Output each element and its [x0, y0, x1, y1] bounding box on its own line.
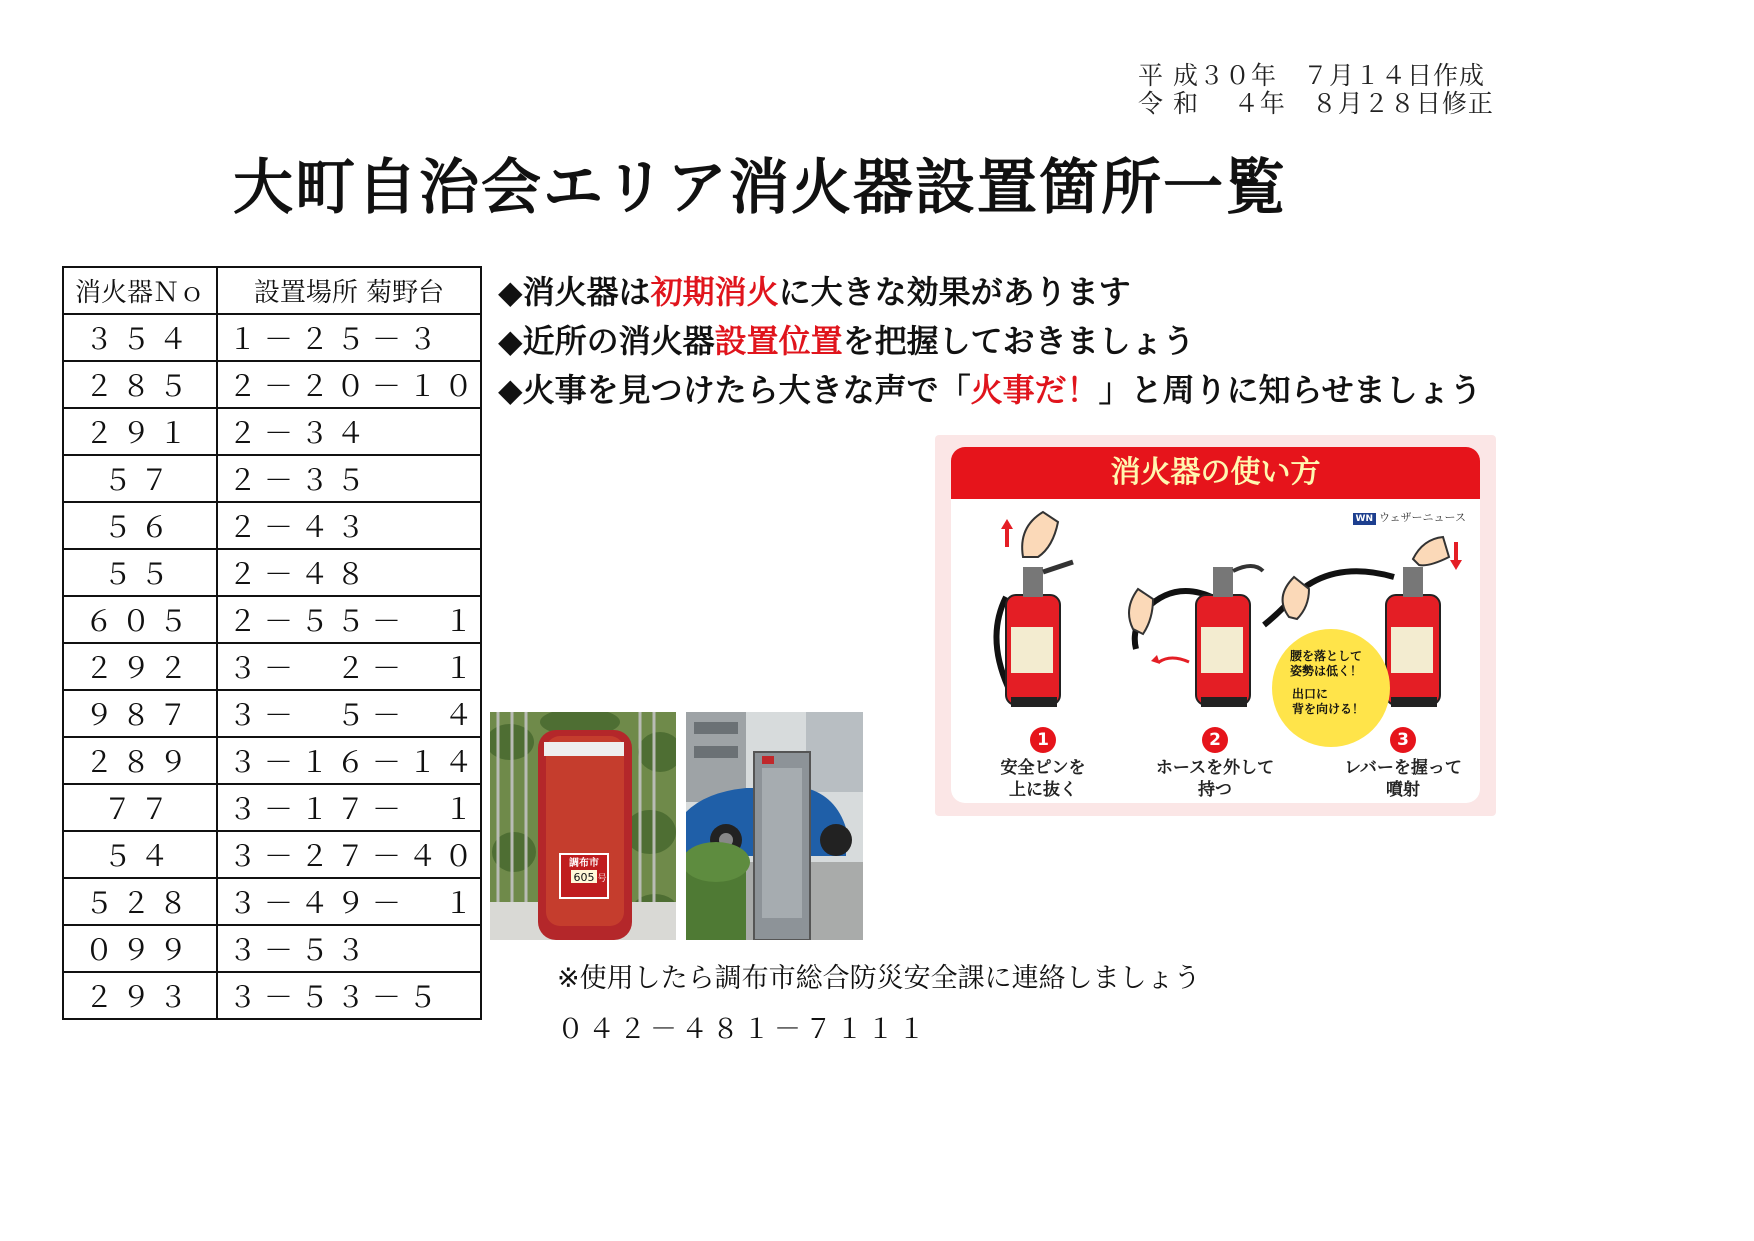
created-date: 平 成３０年 ７月１４日作成 — [1138, 61, 1485, 90]
extinguisher-number: ２８９ — [63, 737, 217, 784]
emphasis-text: 初期消火 — [650, 273, 779, 311]
emphasis-text: 火事だ！ — [970, 371, 1099, 409]
safety-point: ◆火事を見つけたら大きな声で「火事だ！」と周りに知らせましょう — [498, 371, 1482, 409]
extinguisher-number: ５６ — [63, 502, 217, 549]
step-2 — [1135, 727, 1295, 801]
table-row — [63, 549, 481, 596]
extinguisher-number: ６０５ — [63, 596, 217, 643]
installation-location: ３－１７－ １ — [217, 784, 481, 831]
installation-location: １－２５－３ — [217, 314, 481, 361]
table-row — [63, 972, 481, 1019]
box-label-unit: 号 — [597, 874, 607, 884]
extinguisher-howto-illustration — [935, 435, 1496, 816]
table-body — [63, 314, 481, 1019]
step-3 — [1323, 727, 1480, 801]
extinguisher-number: ２９２ — [63, 643, 217, 690]
page-title: 大町自治会エリア消火器設置箇所一覧 — [233, 153, 1287, 223]
installation-location: ２－３５ — [217, 455, 481, 502]
table-row — [63, 361, 481, 408]
extinguisher-number: ２９１ — [63, 408, 217, 455]
extinguisher-number: ２８５ — [63, 361, 217, 408]
document-dates — [1138, 62, 1494, 118]
howto-title: 消火器の使い方 — [951, 447, 1480, 499]
installation-location: ２－４３ — [217, 502, 481, 549]
step-text: ホースを外して 持つ — [1155, 758, 1275, 800]
step-number: 3 — [1390, 727, 1416, 753]
table-row — [63, 878, 481, 925]
step-number: 1 — [1030, 727, 1056, 753]
box-label-city: 調布市 — [569, 858, 599, 869]
step-text: 安全ピンを 上に抜く — [1000, 758, 1086, 800]
extinguisher-number: ７７ — [63, 784, 217, 831]
extinguisher-drawing-2 — [1129, 566, 1263, 707]
box-label-number: 605 — [573, 871, 595, 884]
installation-location: ３－２７－４０ — [217, 831, 481, 878]
column-header-number: 消火器Ｎｏ — [63, 267, 217, 314]
tip-line-posture: 腰を落として 姿勢は低く！ — [1290, 649, 1363, 678]
extinguisher-number: ０９９ — [63, 925, 217, 972]
extinguisher-number: ５７ — [63, 455, 217, 502]
installation-location: ３－１６－１４ — [217, 737, 481, 784]
table-row — [63, 737, 481, 784]
table-row — [63, 831, 481, 878]
installation-location: ３－ ５－ ４ — [217, 690, 481, 737]
installation-location: ３－５３－５ — [217, 972, 481, 1019]
table-row — [63, 690, 481, 737]
table-row — [63, 502, 481, 549]
photo-extinguisher-box — [490, 712, 676, 940]
table-row — [63, 408, 481, 455]
revised-date: 令 和 ４年 ８月２８日修正 — [1138, 89, 1494, 118]
extinguisher-number: ５４ — [63, 831, 217, 878]
contact-note: ※使用したら調布市総合防災安全課に連絡しましょう — [557, 963, 1201, 994]
table-row — [63, 455, 481, 502]
safety-point: ◆近所の消火器設置位置を把握しておきましょう — [498, 322, 1195, 360]
table-row — [63, 784, 481, 831]
extinguisher-number: ３５４ — [63, 314, 217, 361]
emphasis-text: 設置位置 — [714, 322, 843, 360]
safety-points — [498, 268, 1482, 415]
installation-location: ３－５３ — [217, 925, 481, 972]
howto-panel — [951, 447, 1480, 803]
installation-location: ２－３４ — [217, 408, 481, 455]
installation-location: ２－５５－ １ — [217, 596, 481, 643]
table-header-row — [63, 267, 481, 314]
safety-point: ◆消火器は初期消火に大きな効果があります — [498, 273, 1131, 311]
photo-extinguisher-stand — [686, 712, 863, 940]
extinguisher-number: ５２８ — [63, 878, 217, 925]
table-row — [63, 314, 481, 361]
table-row — [63, 643, 481, 690]
step-text: レバーを握って 噴射 — [1344, 758, 1462, 800]
installation-location: ２－２０－１０ — [217, 361, 481, 408]
extinguisher-drawing-1 — [996, 512, 1073, 707]
column-header-location: 設置場所 菊野台 — [217, 267, 481, 314]
installation-location: ３－ ２－ １ — [217, 643, 481, 690]
table-row — [63, 596, 481, 643]
extinguisher-table — [62, 266, 482, 1020]
extinguisher-number: ９８７ — [63, 690, 217, 737]
installation-location: ２－４８ — [217, 549, 481, 596]
extinguisher-number: ５５ — [63, 549, 217, 596]
weathernews-logo: WN ウェザーニュース — [1353, 509, 1466, 525]
installation-location: ３－４９－ １ — [217, 878, 481, 925]
extinguisher-number: ２９３ — [63, 972, 217, 1019]
contact-phone: ０４２－４８１－７１１１ — [557, 1014, 929, 1045]
step-1 — [963, 727, 1123, 801]
table-row — [63, 925, 481, 972]
tip-line-direction: 出口に 背を向ける！ — [1292, 687, 1365, 716]
step-number: 2 — [1202, 727, 1228, 753]
